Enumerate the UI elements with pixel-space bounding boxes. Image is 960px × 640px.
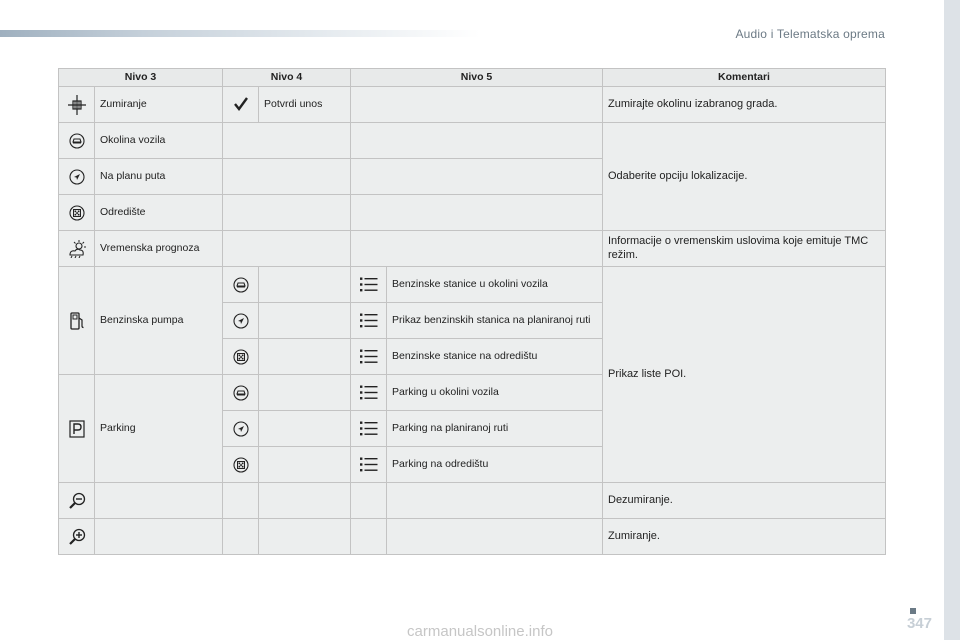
empty-cell bbox=[351, 519, 387, 555]
table-row-zoom bbox=[59, 87, 886, 123]
empty-cell bbox=[259, 447, 351, 483]
empty-cell bbox=[223, 231, 351, 267]
parking-option-label: Parking na odredištu bbox=[387, 447, 603, 483]
empty-cell bbox=[351, 195, 603, 231]
zoom-out-icon bbox=[59, 483, 95, 519]
page-number: 347 bbox=[906, 615, 932, 632]
empty-cell bbox=[351, 123, 603, 159]
zoom-comment: Zumirajte okolinu izabranog grada. bbox=[603, 87, 886, 123]
header-nivo3: Nivo 3 bbox=[59, 69, 223, 87]
table-row-zoom-out bbox=[59, 483, 886, 519]
crosshair-icon bbox=[59, 87, 95, 123]
list-icon bbox=[351, 303, 387, 339]
zoom-label: Zumiranje bbox=[95, 87, 223, 123]
empty-cell bbox=[259, 267, 351, 303]
empty-cell bbox=[387, 483, 603, 519]
menu-table bbox=[58, 68, 886, 555]
parking-option-label: Parking u okolini vozila bbox=[387, 375, 603, 411]
empty-cell bbox=[351, 87, 603, 123]
section-title: Audio i Telematska oprema bbox=[735, 27, 885, 41]
empty-cell bbox=[223, 159, 351, 195]
fuel-option-label: Benzinske stanice na odredištu bbox=[387, 339, 603, 375]
empty-cell bbox=[95, 519, 223, 555]
fuel-pump-icon bbox=[59, 267, 95, 375]
header-komentari: Komentari bbox=[603, 69, 886, 87]
destination-icon bbox=[223, 447, 259, 483]
weather-label: Vremenska prognoza bbox=[95, 231, 223, 267]
empty-cell bbox=[259, 339, 351, 375]
zoom-out-comment: Dezumiranje. bbox=[603, 483, 886, 519]
parking-icon bbox=[59, 375, 95, 483]
list-icon bbox=[351, 447, 387, 483]
page-edge-band bbox=[944, 0, 960, 640]
destination-icon bbox=[223, 339, 259, 375]
weather-comment: Informacije o vremenskim uslovima koje emituje TMC režim. bbox=[603, 231, 886, 267]
weather-icon bbox=[59, 231, 95, 267]
location-label: Na planu puta bbox=[95, 159, 223, 195]
page-marker bbox=[910, 608, 916, 614]
location-label: Okolina vozila bbox=[95, 123, 223, 159]
empty-cell bbox=[259, 303, 351, 339]
list-icon bbox=[351, 339, 387, 375]
header-nivo4: Nivo 4 bbox=[223, 69, 351, 87]
zoom-in-comment: Zumiranje. bbox=[603, 519, 886, 555]
list-icon bbox=[351, 411, 387, 447]
empty-cell bbox=[351, 483, 387, 519]
empty-cell bbox=[223, 195, 351, 231]
vehicle-surroundings-icon bbox=[223, 267, 259, 303]
route-icon bbox=[223, 303, 259, 339]
header-bar bbox=[0, 30, 480, 37]
route-icon bbox=[223, 411, 259, 447]
destination-icon bbox=[59, 195, 95, 231]
table-row-weather bbox=[59, 231, 886, 267]
list-icon bbox=[351, 267, 387, 303]
checkmark-icon bbox=[223, 87, 259, 123]
empty-cell bbox=[223, 123, 351, 159]
table-row-fuel bbox=[59, 267, 886, 303]
table-row-location bbox=[59, 123, 886, 159]
table-header-row bbox=[59, 69, 886, 87]
parking-option-label: Parking na planiranoj ruti bbox=[387, 411, 603, 447]
empty-cell bbox=[259, 375, 351, 411]
fuel-option-label: Prikaz benzinskih stanica na planiranoj ruti bbox=[387, 303, 603, 339]
poi-comment: Prikaz liste POI. bbox=[603, 267, 886, 483]
header-nivo5: Nivo 5 bbox=[351, 69, 603, 87]
zoom-in-icon bbox=[59, 519, 95, 555]
empty-cell bbox=[223, 519, 259, 555]
route-icon bbox=[59, 159, 95, 195]
location-comment: Odaberite opciju lokalizacije. bbox=[603, 123, 886, 231]
empty-cell bbox=[351, 231, 603, 267]
list-icon bbox=[351, 375, 387, 411]
vehicle-surroundings-icon bbox=[59, 123, 95, 159]
empty-cell bbox=[387, 519, 603, 555]
table-row-zoom-in bbox=[59, 519, 886, 555]
fuel-label: Benzinska pumpa bbox=[95, 267, 223, 375]
empty-cell bbox=[223, 483, 259, 519]
empty-cell bbox=[259, 411, 351, 447]
location-label: Odredište bbox=[95, 195, 223, 231]
empty-cell bbox=[95, 483, 223, 519]
vehicle-surroundings-icon bbox=[223, 375, 259, 411]
fuel-option-label: Benzinske stanice u okolini vozila bbox=[387, 267, 603, 303]
parking-label: Parking bbox=[95, 375, 223, 483]
confirm-label: Potvrdi unos bbox=[259, 87, 351, 123]
empty-cell bbox=[259, 483, 351, 519]
empty-cell bbox=[351, 159, 603, 195]
watermark: carmanualsonline.info bbox=[407, 623, 553, 640]
empty-cell bbox=[259, 519, 351, 555]
